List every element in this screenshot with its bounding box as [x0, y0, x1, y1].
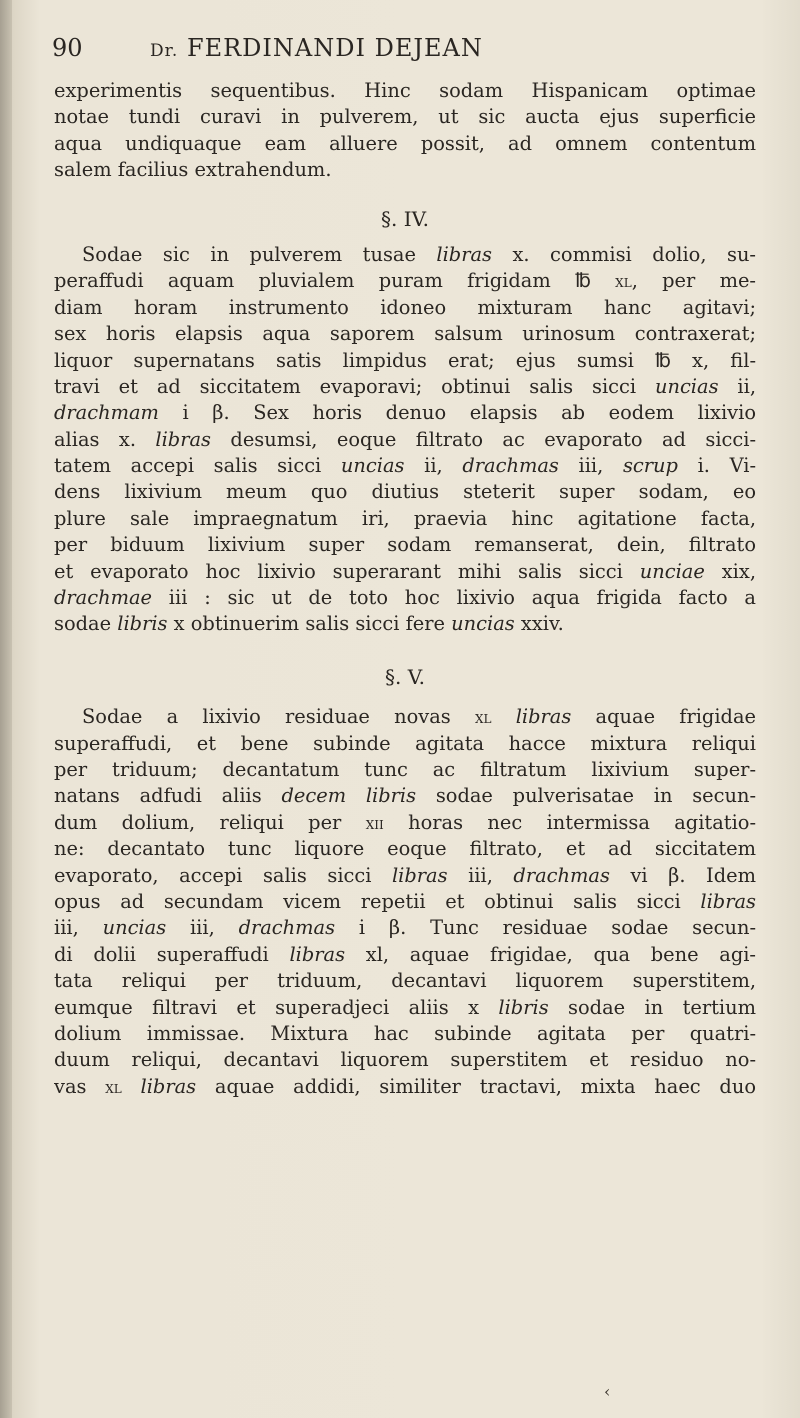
text-line: Sodae a lixivio residuae novas xl libras aquae frigidae — [82, 705, 756, 729]
text-line: ne: decantato tunc liquore eoque filtrato, et ad siccitatem — [54, 837, 756, 861]
text-line: peraffudi aquam pluvialem puram frigidam ℔ xl, per me- — [54, 269, 756, 293]
text-line: per triduum; decantatum tunc ac filtratum lixivium super- — [54, 757, 756, 781]
text-line: per biduum lixivium super sodam remanserat, dein, filtrato — [54, 533, 756, 557]
running-head — [150, 34, 483, 62]
section-heading-v: §. V. — [384, 664, 426, 689]
text-line: tata reliqui per triduum, decantavi liquorem superstitem, — [54, 969, 756, 993]
text-line: iii, uncias iii, drachmas i β. Tunc residuae sodae secun- — [54, 916, 756, 940]
text-line: alias x. libras desumsi, eoque filtrato ac evaporato ad sicci- — [54, 427, 756, 451]
text-line: di dolii superaffudi libras xl, aquae frigidae, qua bene agi- — [54, 942, 756, 966]
text-line: aqua undiquaque eam alluere possit, ad omnem contentum — [54, 131, 756, 155]
text-line: travi et ad siccitatem evaporavi; obtinui salis sicci uncias ii, — [54, 374, 756, 398]
running-head-prefix: Dr. — [150, 41, 179, 61]
text-line: opus ad secundam vicem repetii et obtinui salis sicci libras — [54, 889, 756, 913]
binding-gutter — [0, 0, 12, 1418]
text-line: experimentis sequentibus. Hinc sodam Hispanicam optimae — [54, 79, 756, 102]
text-line: evaporato, accepi salis sicci libras iii, drachmas vi β. Idem — [54, 863, 756, 887]
paragraph-3 — [54, 704, 756, 1100]
text-line: drachmam i β. Sex horis denuo elapsis ab eodem lixivio — [54, 401, 756, 425]
text-line: superaffudi, et bene subinde agitata hacce mixtura reliqui — [54, 731, 756, 755]
text-line: Sodae sic in pulverem tusae libras x. commisi dolio, su- — [82, 242, 756, 266]
text-line: plure sale impraegnatum iri, praevia hinc agitatione facta, — [54, 506, 756, 530]
text-line: sex horis elapsis aqua saporem salsum urinosum contraxerat; — [54, 322, 756, 346]
text-line: et evaporato hoc lixivio superarant mihi salis sicci unciae xix, — [54, 559, 756, 583]
body-text — [54, 78, 756, 1100]
running-head-name: FERDINANDI DEJEAN — [186, 34, 483, 62]
text-line: liquor supernatans satis limpidus erat; ejus sumsi ℔ x, fil- — [54, 348, 756, 372]
text-line: eumque filtravi et superadjeci aliis x libris sodae in tertium — [54, 995, 756, 1019]
text-line: vas xl libras aquae addidi, similiter tractavi, mixta haec duo — [54, 1074, 756, 1098]
text-line: sodae libris x obtinuerim salis sicci fere uncias xxiv. — [54, 612, 564, 636]
text-line: duum reliqui, decantavi liquorem superstitem et residuo no- — [54, 1048, 756, 1072]
text-line: drachmae iii : sic ut de toto hoc lixivio aqua frigida facto a — [54, 586, 756, 610]
paragraph-2 — [54, 242, 756, 638]
text-line: diam horam instrumento idoneo mixturam hanc agitavi; — [54, 295, 756, 319]
text-line: dens lixivium meum quo diutius steterit super sodam, eo — [54, 480, 756, 504]
text-line: notae tundi curavi in pulverem, ut sic aucta ejus superficie — [54, 105, 756, 129]
page-number: 90 — [52, 34, 83, 62]
paragraph-1 — [54, 78, 756, 184]
text-line: tatem accepi salis sicci uncias ii, drachmas iii, scrup i. Vi- — [54, 454, 756, 478]
text-line: dum dolium, reliqui per xii horas nec intermissa agitatio- — [54, 810, 756, 834]
catchword-mark: ‹ — [604, 1382, 611, 1401]
text-line: salem facilius extrahendum. — [54, 158, 332, 182]
text-line: dolium immissae. Mixtura hac subinde agitata per quatri- — [54, 1021, 756, 1045]
text-line: natans adfudi aliis decem libris sodae pulverisatae in secun- — [54, 784, 756, 808]
page-header — [52, 34, 752, 74]
section-heading-iv: §. IV. — [381, 206, 429, 231]
